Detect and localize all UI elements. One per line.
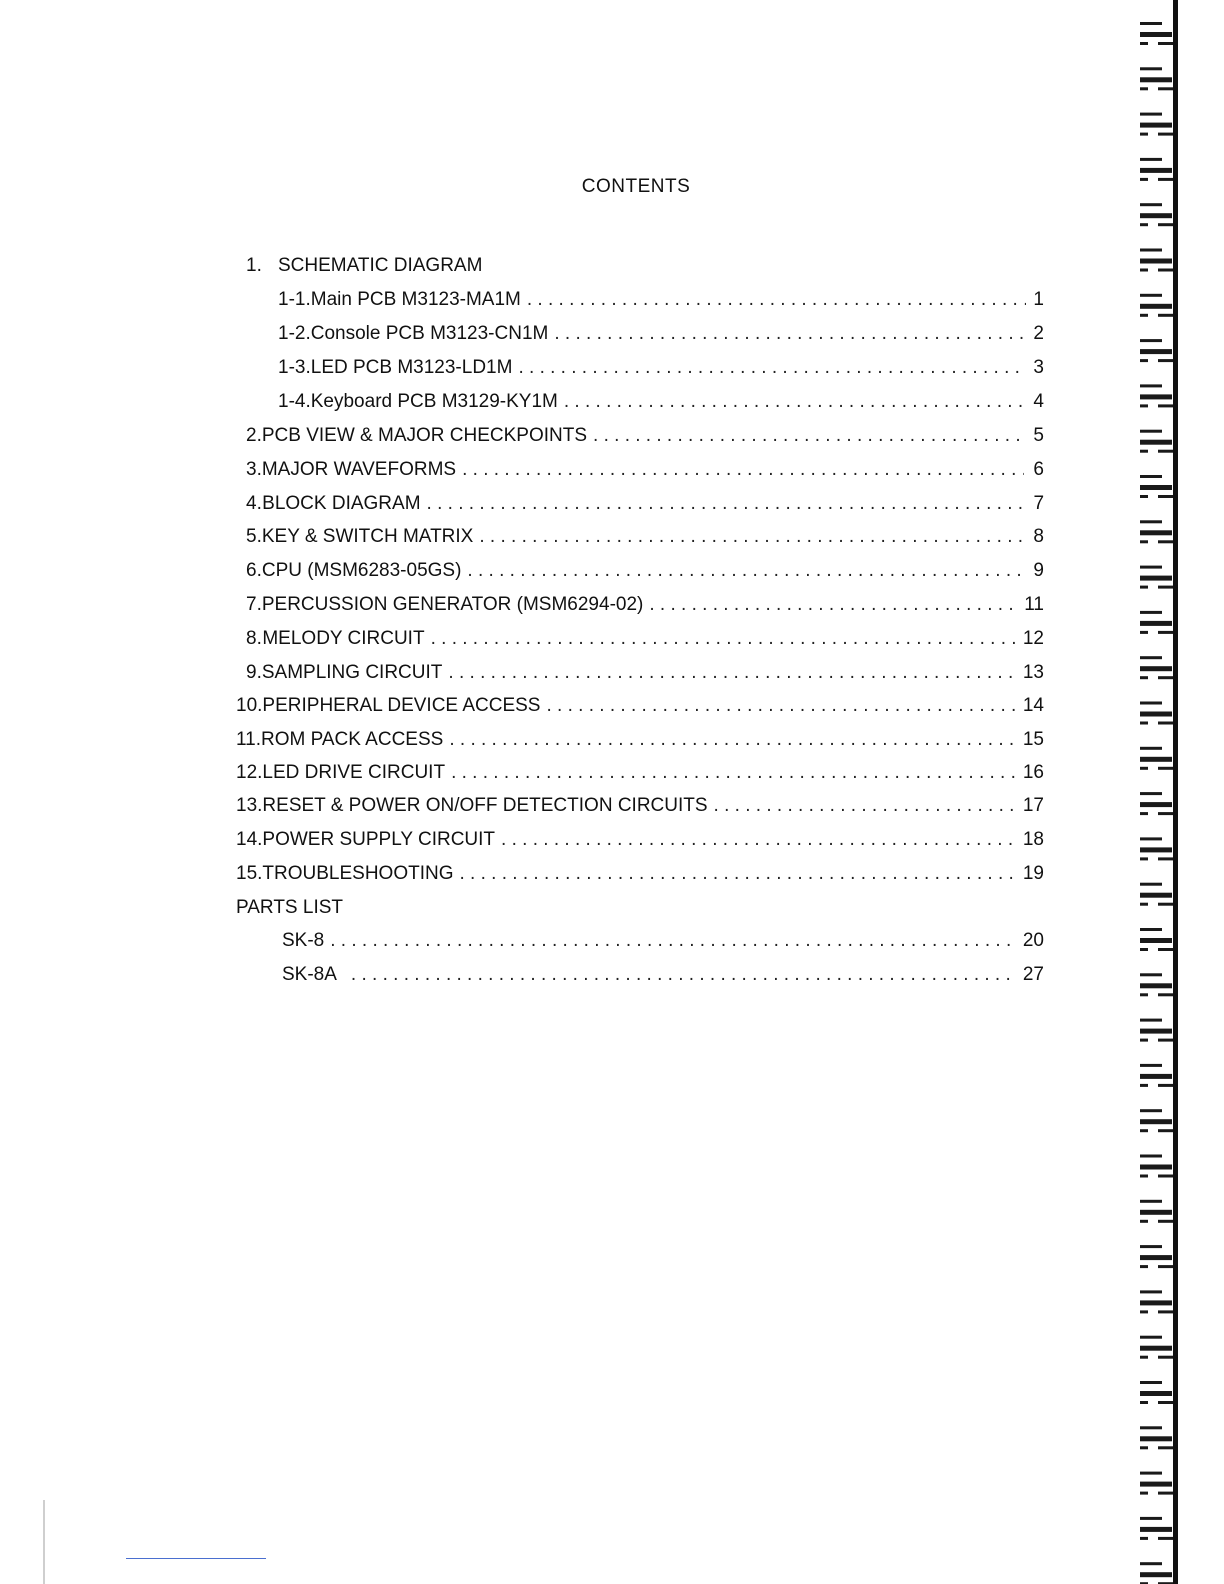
toc-number: 1.: [246, 255, 262, 276]
toc-number: 9.: [246, 662, 262, 683]
toc-number: 8.: [246, 628, 262, 649]
toc-heading-1: [246, 253, 1046, 279]
toc-number: 4.: [246, 493, 262, 514]
toc-label: POWER SUPPLY CIRCUIT: [262, 829, 496, 850]
toc-entry: [246, 524, 1044, 550]
toc-page-number: 27: [1022, 964, 1044, 985]
toc-label: KEY & SWITCH MATRIX: [261, 526, 474, 547]
toc-page-number: 11: [1024, 594, 1044, 615]
toc-entry: [246, 457, 1044, 483]
scan-edge-mark: [43, 1500, 45, 1584]
toc-label: SK-8: [282, 930, 325, 951]
toc-leader: [451, 760, 1017, 786]
toc-leader: [564, 389, 1027, 415]
toc-leader: [431, 626, 1017, 652]
toc-leader: [462, 457, 1024, 483]
toc-entry: [246, 558, 1044, 584]
toc-entry: [278, 355, 1044, 381]
toc-label: TROUBLESHOOTING: [262, 863, 454, 884]
toc-entry: [282, 962, 1044, 988]
toc-page-number: 19: [1022, 863, 1044, 884]
toc-label: PERCUSSION GENERATOR (MSM6294-02): [261, 594, 644, 615]
toc-page-number: 17: [1022, 795, 1044, 816]
toc-label: RESET & POWER ON/OFF DETECTION CIRCUITS: [262, 795, 708, 816]
toc-label: PCB VIEW & MAJOR CHECKPOINTS: [261, 425, 588, 446]
toc-entry: [236, 827, 1044, 853]
toc-number: 13.: [236, 795, 263, 816]
toc-page-number: 18: [1022, 829, 1044, 850]
toc-label: SK-8A: [282, 964, 337, 985]
toc-number: 3.: [246, 459, 262, 480]
toc-leader: [448, 660, 1016, 686]
toc-number: 7.: [246, 594, 262, 615]
toc-entry: [236, 861, 1044, 887]
toc-page-number: 20: [1022, 930, 1044, 951]
toc-number: 1-3.: [278, 357, 311, 378]
toc-leader: [649, 592, 1018, 618]
toc-page-number: 14: [1022, 695, 1044, 716]
toc-entry: [246, 660, 1044, 686]
toc-page-number: 2: [1033, 323, 1044, 344]
toc-leader: [467, 558, 1024, 584]
toc-entry: [278, 389, 1044, 415]
toc-page-number: 12: [1022, 628, 1044, 649]
toc-label: MAJOR WAVEFORMS: [261, 459, 457, 480]
page-title: CONTENTS: [581, 176, 691, 197]
toc-page-number: 1: [1033, 289, 1044, 310]
toc-number: 5.: [246, 526, 262, 547]
toc-entry: [246, 592, 1044, 618]
toc-leader: [518, 355, 1025, 381]
toc-page-number: 4: [1033, 391, 1044, 412]
toc-label: LED DRIVE CIRCUIT: [262, 762, 446, 783]
toc-page-number: 16: [1022, 762, 1044, 783]
toc-leader: [427, 491, 1024, 517]
toc-label: SCHEMATIC DIAGRAM: [278, 255, 483, 276]
toc-label: PERIPHERAL DEVICE ACCESS: [262, 695, 541, 716]
toc-entry: [236, 727, 1044, 753]
toc-entry: [278, 321, 1044, 347]
toc-entry: [246, 626, 1044, 652]
toc-entry: [236, 793, 1044, 819]
toc-page-number: 5: [1033, 425, 1044, 446]
toc-page-number: 6: [1033, 459, 1044, 480]
toc-entry: [236, 693, 1044, 719]
toc-leader: [593, 423, 1027, 449]
toc-leader: [351, 962, 1017, 988]
toc-page-number: 15: [1022, 729, 1044, 750]
toc-number: 14.: [236, 829, 263, 850]
toc-number: 1-1.: [278, 289, 311, 310]
toc-page-number: 8: [1033, 526, 1044, 547]
toc-number: 10.: [236, 695, 263, 716]
toc-page-number: 3: [1033, 357, 1044, 378]
toc-page-number: 13: [1022, 662, 1044, 683]
toc-leader: [527, 287, 1026, 313]
toc-entry: [282, 928, 1044, 954]
toc-label: PARTS LIST: [236, 897, 343, 918]
toc-label: SAMPLING CIRCUIT: [261, 662, 443, 683]
toc-leader: [501, 827, 1017, 853]
toc-label: Keyboard PCB M3129-KY1M: [310, 391, 558, 412]
toc-number: 1-4.: [278, 391, 311, 412]
toc-label: Main PCB M3123-MA1M: [310, 289, 521, 310]
toc-leader: [460, 861, 1017, 887]
toc-page-number: 9: [1033, 560, 1044, 581]
toc-number: 2.: [246, 425, 262, 446]
toc-entry: [246, 423, 1044, 449]
toc-leader: [714, 793, 1017, 819]
toc-page-number: 7: [1033, 493, 1044, 514]
toc-leader: [554, 321, 1026, 347]
toc-label: ROM PACK ACCESS: [261, 729, 444, 750]
toc-label: BLOCK DIAGRAM: [262, 493, 421, 514]
toc-leader: [330, 928, 1017, 954]
toc-number: 1-2.: [278, 323, 311, 344]
toc-label: MELODY CIRCUIT: [262, 628, 425, 649]
toc-entry: [236, 760, 1044, 786]
toc-leader: [479, 524, 1024, 550]
toc-number: 15.: [236, 863, 263, 884]
toc-entry: [246, 491, 1044, 517]
bottom-rule: [126, 1558, 266, 1559]
toc-number: 12.: [236, 762, 263, 783]
toc-heading-parts-list: [236, 895, 1044, 921]
toc-label: LED PCB M3123-LD1M: [310, 357, 513, 378]
toc-number: 6.: [246, 560, 262, 581]
toc-leader: [546, 693, 1016, 719]
binding-strip: [1140, 0, 1180, 1584]
toc-label: CPU (MSM6283-05GS): [261, 560, 462, 581]
toc-number: 11.: [236, 729, 262, 750]
toc-leader: [449, 727, 1017, 753]
toc-entry: [278, 287, 1044, 313]
toc-label: Console PCB M3123-CN1M: [310, 323, 549, 344]
